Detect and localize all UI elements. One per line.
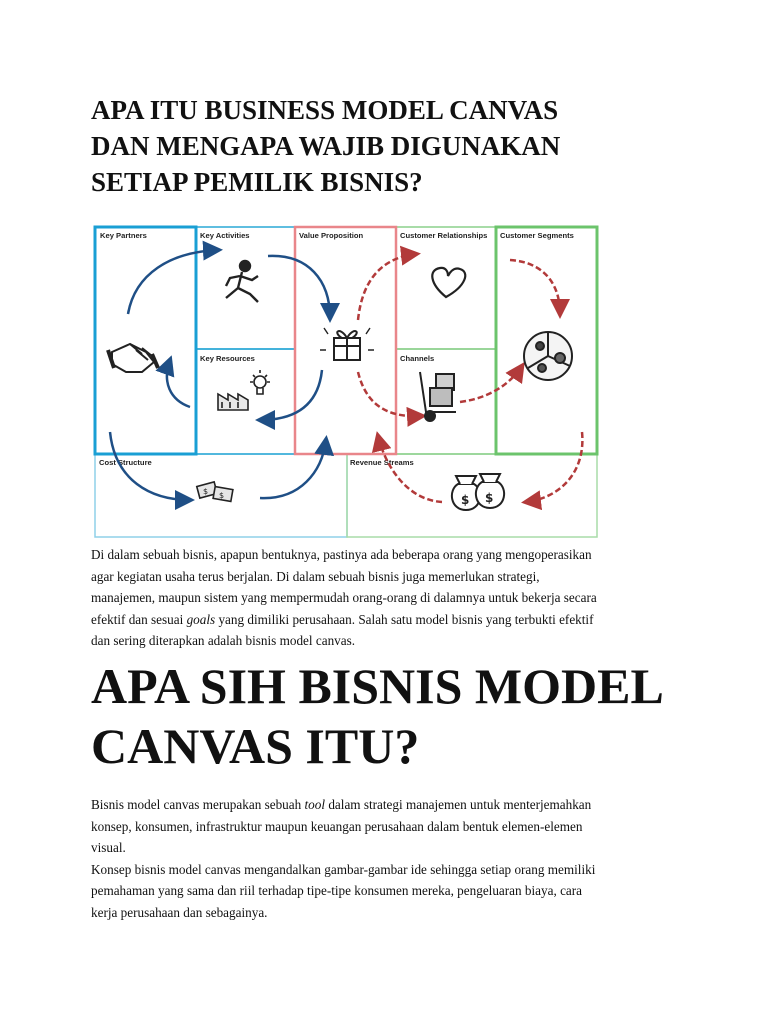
- key-activities-box: [196, 227, 295, 349]
- article-title: [91, 92, 691, 200]
- arrow-value-to-resources: [260, 370, 322, 420]
- svg-text:$: $: [203, 487, 209, 496]
- value-proposition-label: Value Proposition: [299, 231, 364, 240]
- intro-paragraph: [91, 544, 691, 652]
- factory-lightbulb-icon: [218, 370, 270, 410]
- customer-segments-pie-icon: [524, 332, 572, 380]
- hand-truck-icon: [420, 372, 456, 421]
- channels-label: Channels: [400, 354, 435, 363]
- handshake-icon: [108, 344, 158, 372]
- para1-line-1: Di dalam sebuah bisnis, apapun bentuknya, pastinya ada beberapa orang yang mengoperasikan: [91, 547, 592, 562]
- arrow-partners-to-activities: [128, 250, 218, 314]
- cost-structure-label: Cost Structure: [99, 458, 152, 467]
- arrow-revenue-to-value: [378, 436, 442, 502]
- definition-paragraph: [91, 794, 691, 924]
- para1-line-5: dan sering diterapkan adalah bisnis model canvas.: [91, 633, 356, 649]
- key-partners-label: Key Partners: [100, 231, 147, 240]
- business-model-canvas-figure: [90, 222, 602, 540]
- money-bags-icon: [452, 474, 504, 510]
- svg-text:$: $: [461, 493, 470, 507]
- gift-box-icon: [320, 328, 374, 360]
- title-line-3: SETIAP PEMILIK BISNIS?: [91, 167, 423, 197]
- arrow-value-to-channels: [358, 372, 422, 416]
- goals-emphasis: goals: [186, 611, 216, 627]
- para2-line-1: [91, 794, 691, 816]
- para1-line-4-pre: efektif dan sesuai: [91, 611, 187, 627]
- customer-segments-label: Customer Segments: [500, 231, 574, 240]
- para2-line-1-pre: Bisnis model canvas merupakan sebuah: [91, 797, 305, 812]
- arrow-cost-right: [260, 440, 326, 498]
- arrow-activities-to-value: [268, 256, 330, 318]
- para2-line-2: konsep, konsumen, infrastruktur maupun keuangan perusahaan dalam bentuk elemen-elemen: [91, 818, 583, 834]
- para2-line-6: kerja perusahaan dan sebagainya.: [91, 904, 268, 920]
- customer-relationships-box: [396, 227, 496, 349]
- money-tags-icon: [197, 482, 233, 502]
- para1-line-2: agar kegiatan usaha terus berjalan. Di dalam sebuah bisnis juga memerlukan strategi,: [91, 568, 540, 584]
- title-line-2: DAN MENGAPA WAJIB DIGUNAKAN: [91, 131, 561, 161]
- para1-line-4: [91, 609, 691, 631]
- svg-text:$: $: [485, 491, 494, 505]
- para2-line-1-post: dalam strategi manajemen untuk menterjemahkan: [325, 797, 592, 812]
- customer-relationships-label: Customer Relationships: [400, 231, 488, 240]
- arrow-channels-to-segments: [460, 366, 522, 402]
- key-partners-box: [95, 227, 196, 454]
- arrow-value-to-relationships: [358, 254, 416, 320]
- heading-line-2: CANVAS ITU?: [91, 718, 420, 774]
- key-resources-label: Key Resources: [200, 354, 255, 363]
- para1-line-3: manajemen, maupun sistem yang mempermudah orang-orang di dalamnya untuk bekerja secara: [91, 590, 597, 606]
- arrow-segments-to-revenue: [526, 432, 582, 502]
- tool-emphasis: tool: [304, 797, 326, 812]
- arrow-resources-to-partners: [167, 360, 190, 407]
- key-activities-label: Key Activities: [200, 231, 250, 240]
- arrow-relationships-to-segments: [510, 260, 560, 314]
- para2-line-4: Konsep bisnis model canvas mengandalkan gambar-gambar ide sehingga setiap orang memiliki: [91, 861, 596, 877]
- para2-line-5: pemahaman yang sama dan riil terhadap tipe-tipe konsumen mereka, pengeluaran biaya, cara: [91, 883, 583, 899]
- para1-line-4-post: yang dimiliki perusahaan. Salah satu model bisnis yang terbukti efektif: [215, 611, 594, 627]
- svg-text:$: $: [219, 491, 225, 500]
- running-figure-icon: [226, 261, 258, 302]
- para2-line-3: visual.: [91, 840, 126, 856]
- revenue-streams-label: Revenue Streams: [350, 458, 414, 467]
- heart-icon: [432, 268, 465, 297]
- section-heading: [91, 656, 711, 776]
- title-line-1: APA ITU BUSINESS MODEL CANVAS: [91, 95, 559, 125]
- heading-line-1: APA SIH BISNIS MODEL: [91, 658, 664, 714]
